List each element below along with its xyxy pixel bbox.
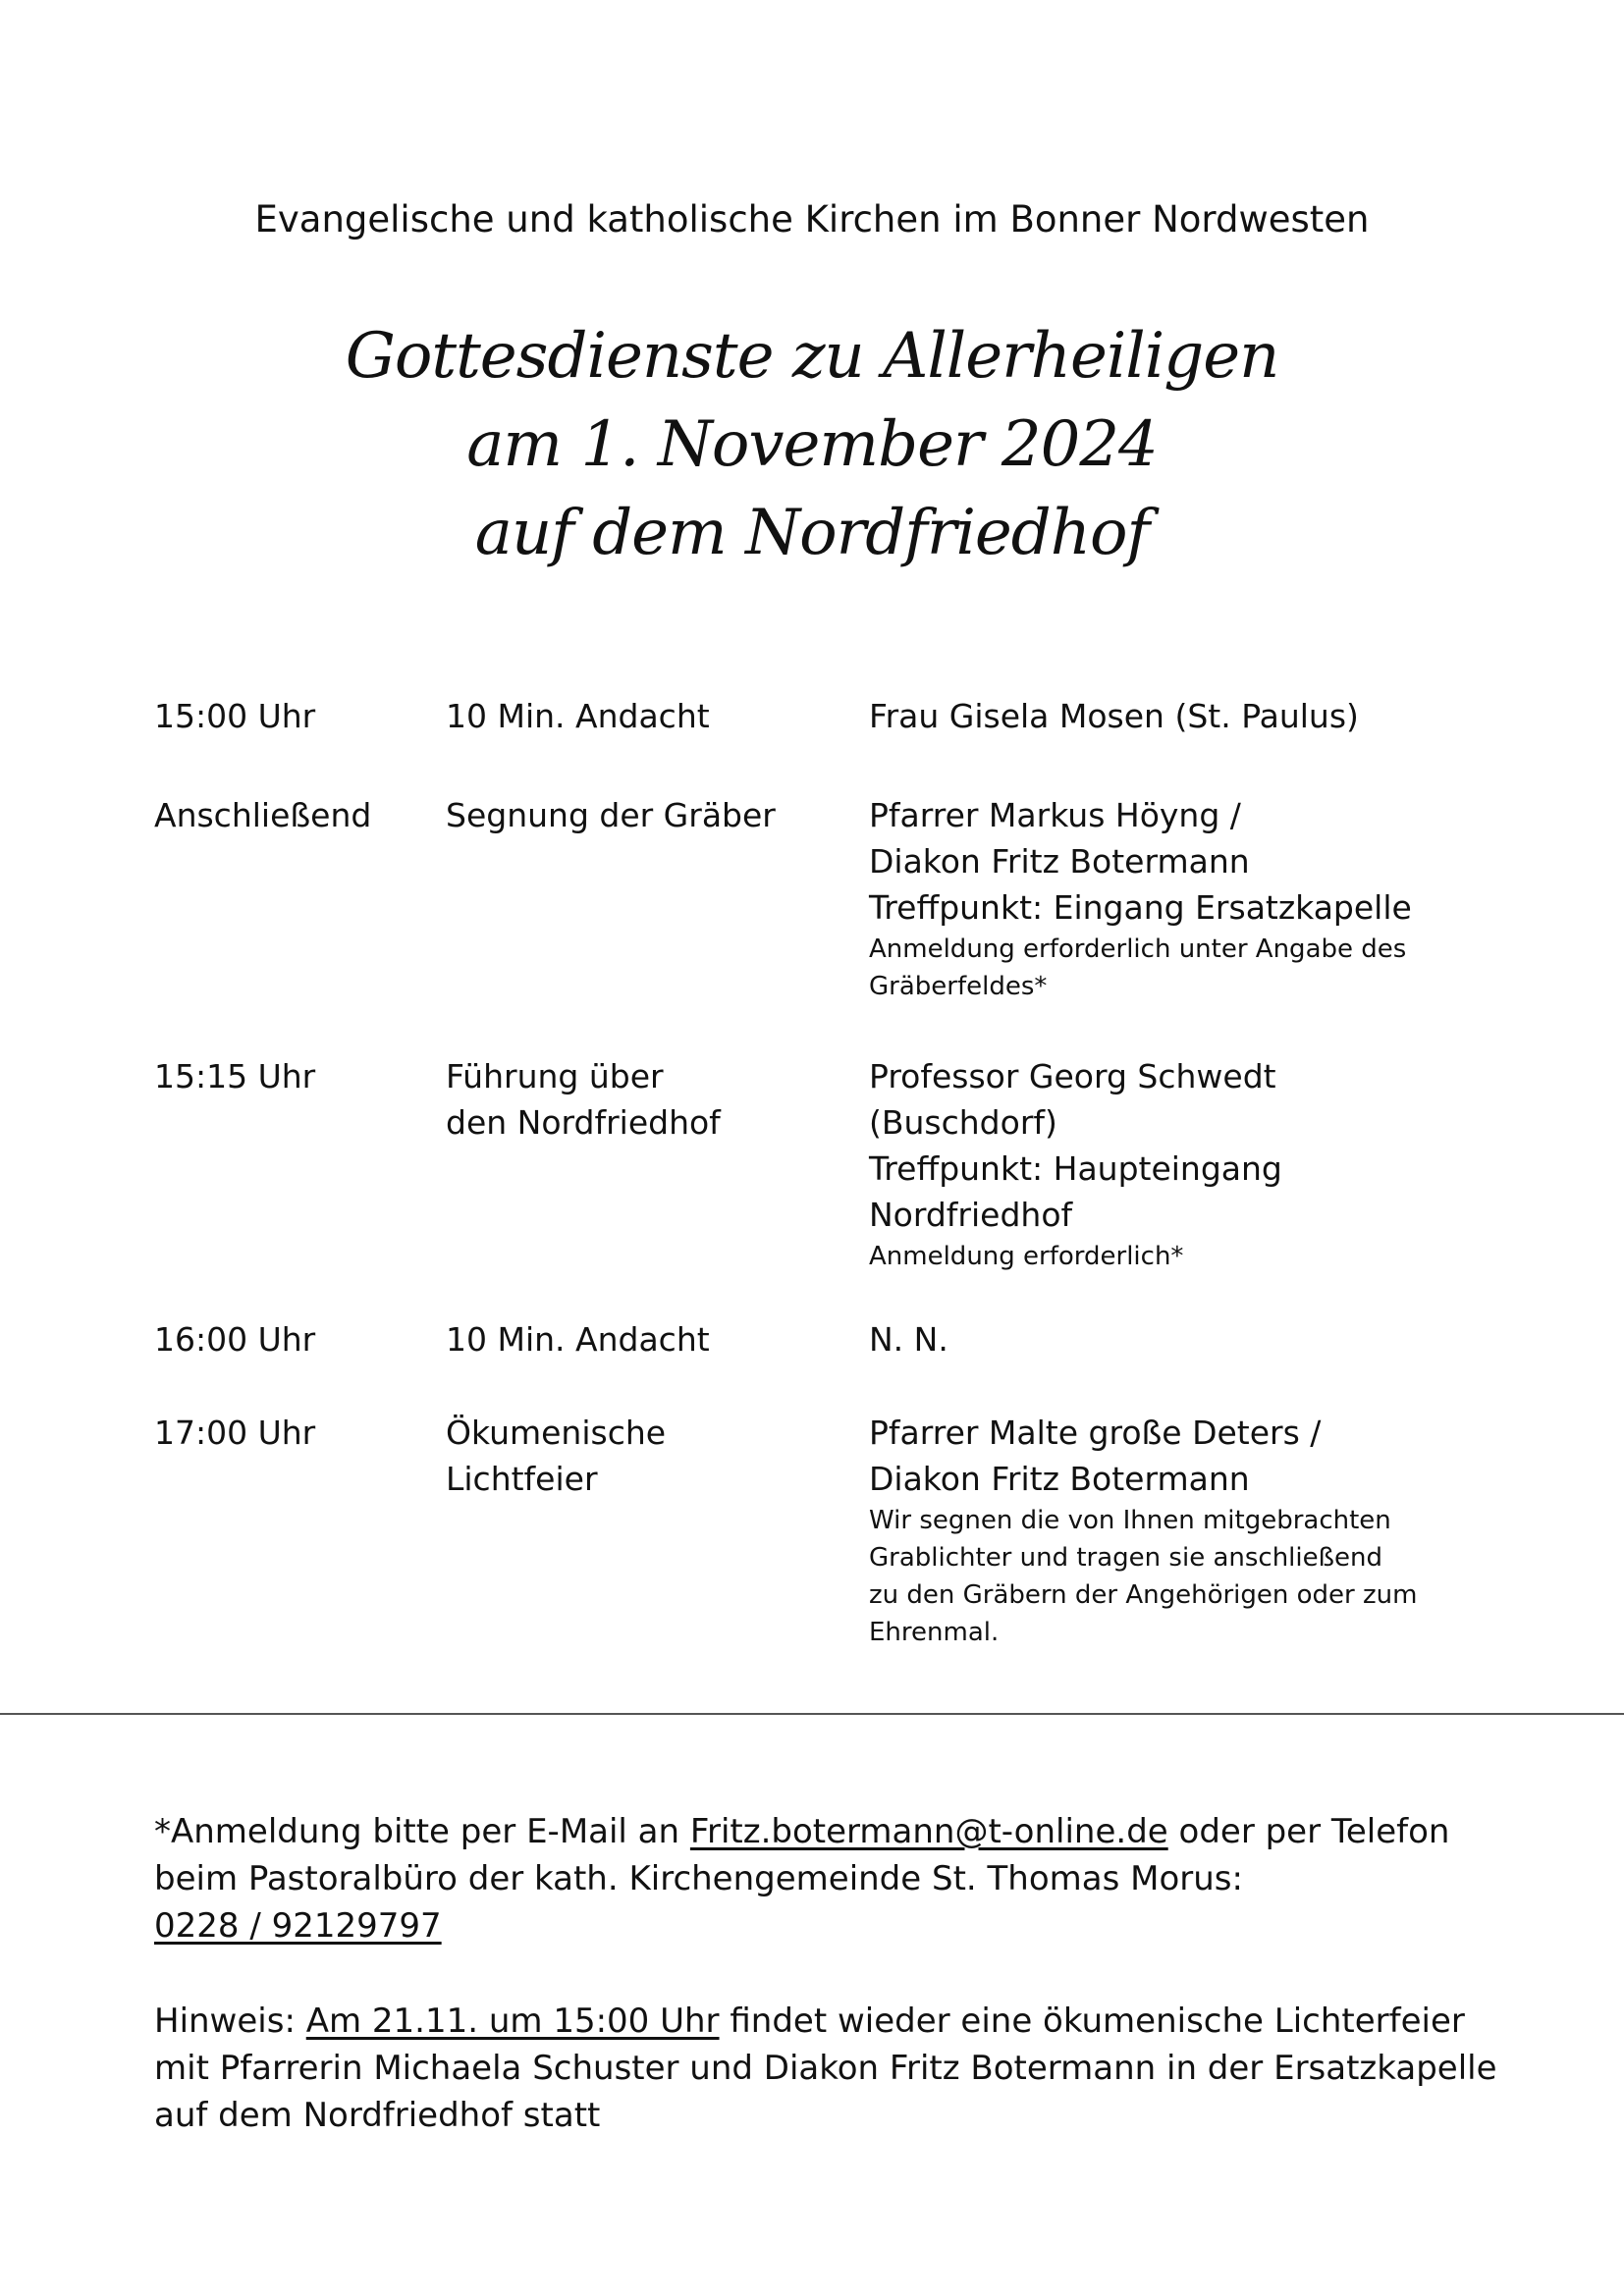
- schedule-note: Anmeldung erforderlich*: [869, 1242, 1184, 1271]
- schedule-time: Anschließend: [154, 796, 372, 834]
- email-link[interactable]: Fritz.botermann@t-online.de: [689, 1812, 1168, 1851]
- schedule-row: [154, 1316, 1470, 1362]
- schedule-time: 17:00 Uhr: [154, 1414, 316, 1452]
- schedule-time: 15:00 Uhr: [154, 697, 316, 735]
- hint-date: Am 21.11. um 15:00 Uhr: [305, 2002, 720, 2041]
- schedule-note: Wir segnen die von Ihnen mitgebrachten: [869, 1506, 1391, 1535]
- schedule-note: Grablichter und tragen sie anschließend: [869, 1543, 1382, 1573]
- section-divider: [0, 1713, 1624, 1715]
- schedule-row: [154, 792, 1470, 1005]
- schedule-row: [154, 1410, 1470, 1651]
- schedule-event: Ökumenische Lichtfeier: [446, 1414, 667, 1498]
- footer-notes: [154, 1808, 1529, 2139]
- title-line: Gottesdienste zu Allerheiligen: [345, 320, 1279, 393]
- registration-note: *Anmeldung bitte per E-Mail an Fritz.botermann@t-online.de oder per Telefon beim Pastoralbüro der kath. Kirchengemeinde St. Thomas Morus: 0228 / 92129797: [154, 1812, 1450, 1946]
- schedule-row: [154, 693, 1470, 739]
- schedule-details: N. N.: [869, 1320, 948, 1359]
- schedule-note: zu den Gräbern der Angehörigen oder zum: [869, 1580, 1418, 1610]
- schedule-details: Pfarrer Markus Höyng / Diakon Fritz Botermann Treffpunkt: Eingang Ersatzkapelle Anmeldung erforderlich unter Angabe des Gräberfeldes*: [869, 792, 1468, 1005]
- schedule-event: Führung über den Nordfriedhof: [446, 1057, 721, 1142]
- schedule-note: Anmeldung erforderlich unter Angabe des: [869, 934, 1407, 964]
- title-line: am 1. November 2024: [466, 408, 1158, 481]
- hint-note: Hinweis: Am 21.11. um 15:00 Uhr findet wieder eine ökumenische Lichterfeier mit Pfarrerin Michaela Schuster und Diakon Fritz Botermann in der Ersatzkapelle auf dem Nordfriedhof statt: [154, 2002, 1497, 2135]
- schedule-event: Segnung der Gräber: [446, 796, 776, 834]
- schedule-note: Ehrenmal.: [869, 1618, 1000, 1647]
- schedule-details: Frau Gisela Mosen (St. Paulus): [869, 697, 1359, 735]
- service-schedule: [154, 693, 1470, 1651]
- page-title: [0, 312, 1624, 577]
- schedule-time: 16:00 Uhr: [154, 1320, 316, 1359]
- phone-number[interactable]: 0228 / 92129797: [154, 1906, 442, 1946]
- schedule-event: 10 Min. Andacht: [446, 697, 710, 735]
- schedule-row: [154, 1053, 1470, 1275]
- title-line: auf dem Nordfriedhof: [474, 497, 1150, 569]
- schedule-event: 10 Min. Andacht: [446, 1320, 710, 1359]
- schedule-time: 15:15 Uhr: [154, 1057, 316, 1095]
- organisation-heading: Evangelische und katholische Kirchen im Bonner Nordwesten: [254, 198, 1370, 240]
- schedule-details: Professor Georg Schwedt (Buschdorf) Treffpunkt: Haupteingang Nordfriedhof Anmeldung erforderlich*: [869, 1053, 1468, 1275]
- schedule-note: Gräberfeldes*: [869, 972, 1048, 1001]
- schedule-details: Pfarrer Malte große Deters / Diakon Fritz Botermann Wir segnen die von Ihnen mitgebrachten Grablichter und tragen sie anschließend zu den Gräbern der Angehörigen oder zum Ehrenmal.: [869, 1410, 1468, 1651]
